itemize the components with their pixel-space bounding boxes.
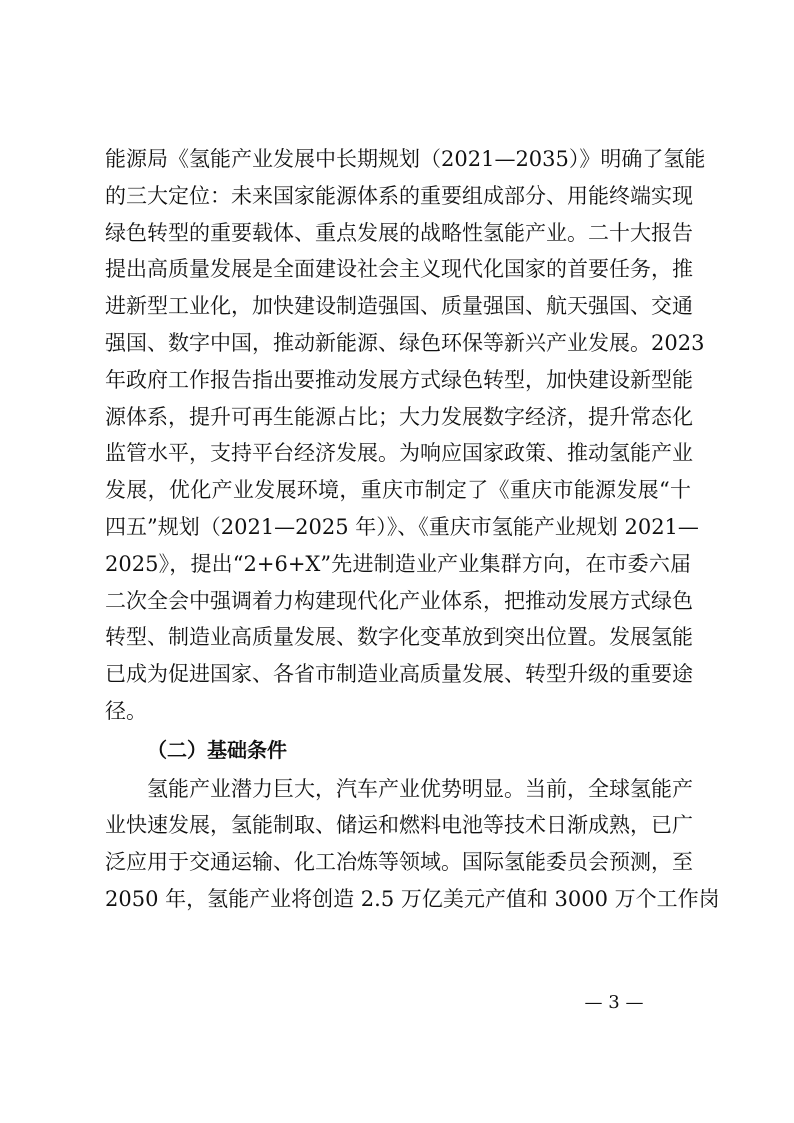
paragraph-line: 2050 年，氢能产业将创造 2.5 万亿美元产值和 3000 万个工作岗 bbox=[105, 886, 720, 911]
body-text bbox=[105, 141, 720, 918]
paragraph-line: 氢能产业潜力巨大，汽车产业优势明显。当前，全球氢能产 bbox=[147, 776, 693, 801]
paragraph-line: 发展，优化产业发展环境，重庆市制定了《重庆市能源发展“十 bbox=[105, 478, 691, 503]
paragraph-line: 四五”规划（2021—2025 年）》、《重庆市氢能产业规划 2021— bbox=[105, 514, 699, 539]
paragraph-line: 绿色转型的重要载体、重点发展的战略性氢能产业。二十大报告 bbox=[105, 220, 693, 245]
paragraph-line: 泛应用于交通运输、化工冶炼等领域。国际氢能委员会预测，至 bbox=[105, 850, 693, 875]
paragraph-line: 的三大定位：未来国家能源体系的重要组成部分、用能终端实现 bbox=[105, 183, 693, 208]
paragraph-line: 2025》，提出“2+6+X”先进制造业产业集群方向，在市委六届 bbox=[105, 551, 691, 576]
section-heading: （二）基础条件 bbox=[147, 737, 287, 762]
paragraph-line: 已成为促进国家、各省市制造业高质量发展、转型升级的重要途 bbox=[105, 662, 693, 687]
paragraph-line: 径。 bbox=[105, 698, 147, 723]
paragraph-line: 年政府工作报告指出要推动发展方式绿色转型，加快建设新型能 bbox=[105, 367, 693, 392]
paragraph-line: 监管水平，支持平台经济发展。为响应国家政策、推动氢能产业 bbox=[105, 441, 693, 466]
paragraph-line: 能源局《氢能产业发展中长期规划（2021—2035）》明确了氢能 bbox=[105, 147, 706, 171]
paragraph-line: 二次全会中强调着力构建现代化产业体系，把推动发展方式绿色 bbox=[105, 588, 693, 613]
paragraph-line: 转型、制造业高质量发展、数字化变革放到突出位置。发展氢能 bbox=[105, 625, 693, 650]
paragraph-line: 提出高质量发展是全面建设社会主义现代化国家的首要任务，推 bbox=[105, 257, 693, 282]
paragraph-line: 进新型工业化，加快建设制造强国、质量强国、航天强国、交通 bbox=[105, 294, 693, 319]
paragraph-line: 业快速发展，氢能制取、储运和燃料电池等技术日渐成熟，已广 bbox=[105, 813, 693, 838]
page-number: — 3 — bbox=[584, 992, 644, 1013]
paragraph-basic-conditions bbox=[105, 771, 720, 918]
paragraph-line: 源体系，提升可再生能源占比；大力发展数字经济，提升常态化 bbox=[105, 404, 693, 429]
paragraph-policy-context bbox=[105, 141, 706, 730]
paragraph-line: 强国、数字中国，推动新能源、绿色环保等新兴产业发展。2023 bbox=[105, 330, 705, 355]
